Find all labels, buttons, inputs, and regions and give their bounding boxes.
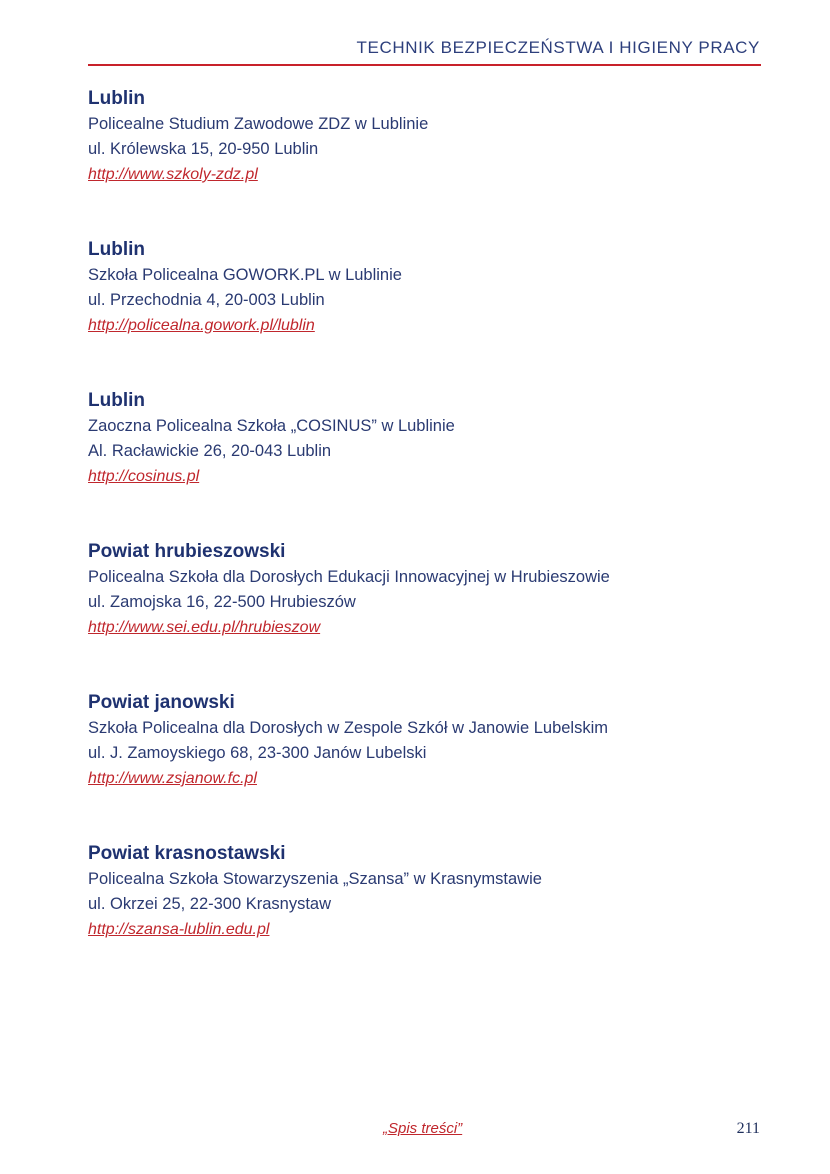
entry-website-link[interactable]: http://www.sei.edu.pl/hrubieszow xyxy=(88,619,321,636)
header-divider xyxy=(88,64,761,66)
entry-address: ul. Zamojska 16, 22-500 Hrubieszów xyxy=(88,593,356,611)
entry-address: Al. Racławickie 26, 20-043 Lublin xyxy=(88,442,332,460)
entry-region: Powiat krasnostawski xyxy=(88,843,286,864)
school-entry xyxy=(88,841,768,992)
entry-school-name: Zaoczna Policealna Szkoła „COSINUS” w Lublinie xyxy=(88,417,455,435)
entry-website-link[interactable]: http://szansa-lublin.edu.pl xyxy=(88,921,270,938)
entry-website-link[interactable]: http://cosinus.pl xyxy=(88,468,200,485)
entry-school-name: Policealne Studium Zawodowe ZDZ w Lublinie xyxy=(88,115,429,133)
entry-address: ul. Przechodnia 4, 20-003 Lublin xyxy=(88,291,325,309)
school-list xyxy=(88,86,768,992)
school-entry xyxy=(88,86,768,237)
entry-website-link[interactable]: http://www.szkoly-zdz.pl xyxy=(88,166,258,183)
entry-region: Lublin xyxy=(88,88,145,109)
entry-website-link[interactable]: http://www.zsjanow.fc.pl xyxy=(88,770,257,787)
school-entry xyxy=(88,237,768,388)
entry-school-name: Szkoła Policealna GOWORK.PL w Lublinie xyxy=(88,266,402,284)
page-number: 211 xyxy=(736,1120,760,1137)
entry-school-name: Szkoła Policealna dla Dorosłych w Zespole Szkół w Janowie Lubelskim xyxy=(88,719,608,737)
entry-school-name: Policealna Szkoła Stowarzyszenia „Szansa” w Krasnymstawie xyxy=(88,870,542,888)
entry-region: Powiat janowski xyxy=(88,692,235,713)
entry-region: Powiat hrubieszowski xyxy=(88,541,286,562)
entry-website-link[interactable]: http://policealna.gowork.pl/lublin xyxy=(88,317,315,334)
entry-school-name: Policealna Szkoła dla Dorosłych Edukacji Innowacyjnej w Hrubieszowie xyxy=(88,568,610,586)
school-entry xyxy=(88,690,768,841)
entry-address: ul. J. Zamoyskiego 68, 23-300 Janów Lubelski xyxy=(88,744,427,762)
entry-region: Lublin xyxy=(88,390,145,411)
table-of-contents-link[interactable]: „Spis treści” xyxy=(383,1120,463,1137)
school-entry xyxy=(88,388,768,539)
header-title: TECHNIK BEZPIECZEŃSTWA I HIGIENY PRACY xyxy=(356,38,760,57)
entry-region: Lublin xyxy=(88,239,145,260)
entry-address: ul. Okrzei 25, 22-300 Krasnystaw xyxy=(88,895,332,913)
school-entry xyxy=(88,539,768,690)
entry-address: ul. Królewska 15, 20-950 Lublin xyxy=(88,140,319,158)
